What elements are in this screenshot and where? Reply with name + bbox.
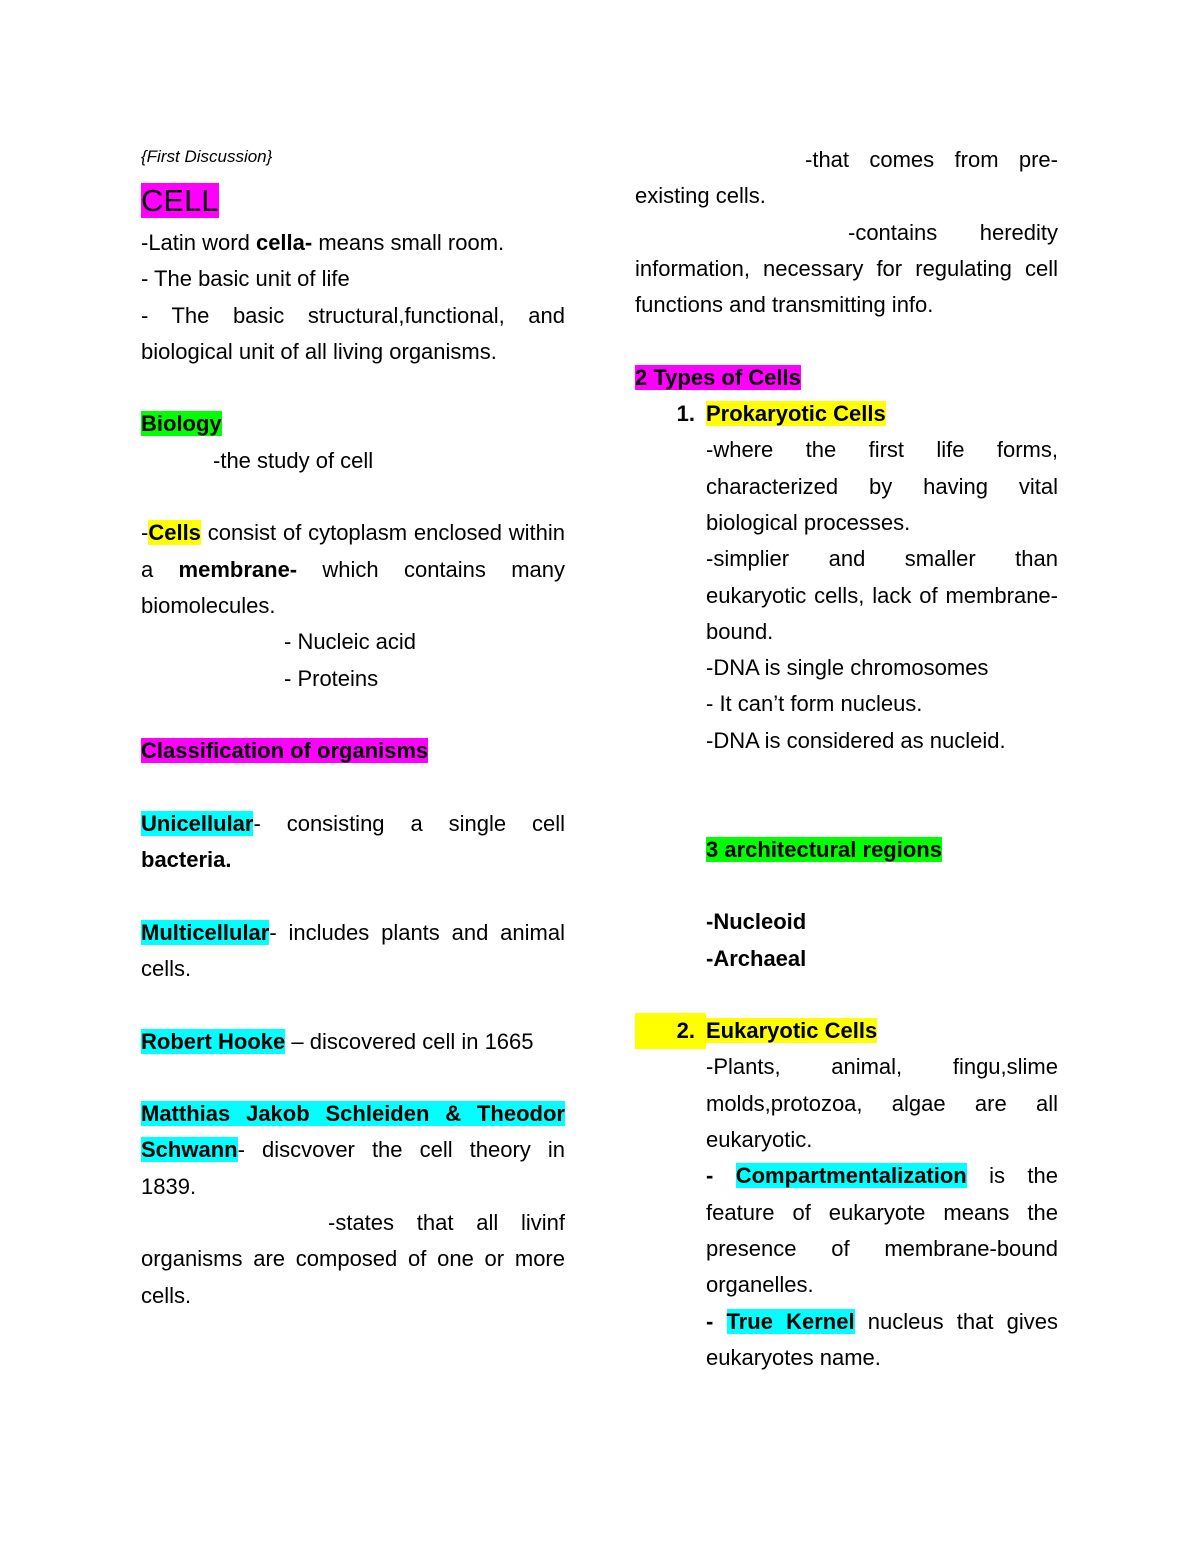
continued-line-2: -contains heredity information, necessary for regulating cell functions and transmitting info.: [635, 219, 1058, 318]
right-column: [635, 142, 1058, 1376]
membrane-term: membrane-: [178, 556, 298, 582]
page-title: [141, 177, 565, 225]
cells-term: Cells: [148, 520, 201, 546]
list-item: -DNA is considered as nucleid.: [706, 727, 1006, 753]
true-kernel-item: - True Kernel nucleus that gives eukaryotes name.: [706, 1308, 1058, 1370]
cell-types-heading: 2 Types of Cells: [635, 364, 801, 390]
biomolecule-item-2: - Proteins: [284, 665, 379, 691]
continued-line-1: -that comes from pre-existing cells.: [635, 147, 1058, 209]
bacteria-term: bacteria.: [141, 847, 232, 873]
prokaryotic-list: [635, 432, 1058, 759]
cell-def-line-3: - The basic structural,functional, and biological unit of all living organisms.: [141, 302, 565, 364]
cell-def-line-2: - The basic unit of life: [141, 266, 350, 292]
hooke-paragraph: Robert Hooke – discovered cell in 1665: [141, 1028, 534, 1054]
eukaryotic-heading: 2. Eukaryotic Cells: [635, 1013, 1058, 1049]
compartmentalization-item: - Compartmentalization is the feature of eukaryote means the presence of membrane-bound organelles.: [706, 1163, 1058, 1298]
true-kernel-term: True Kernel: [726, 1308, 855, 1334]
cell-def-line-1: -Latin word cella- means small room.: [141, 230, 505, 255]
discussion-label: {First Discussion}: [141, 147, 273, 166]
multicellular-paragraph: Multicellular- includes plants and animal cells.: [141, 919, 565, 981]
cells-paragraph: -Cells consist of cytoplasm enclosed within a membrane- which contains many biomolecules.: [141, 520, 565, 618]
list-item: -Plants, animal, fingu,slime molds,protozoa, algae are all eukaryotic.: [706, 1054, 1058, 1153]
cella-term: cella-: [255, 230, 313, 255]
prokaryotic-heading: 1. Prokaryotic Cells: [676, 401, 886, 427]
biology-definition: -the study of cell: [213, 447, 374, 473]
cell-theory-statement: -states that all livinf organisms are composed of one or more cells.: [141, 1210, 565, 1308]
list-item: -where the first life forms, characterized by having vital biological processes.: [706, 437, 1058, 535]
classification-heading: Classification of organisms: [141, 738, 429, 764]
list-item: -DNA is single chromosomes: [706, 655, 989, 681]
left-column: [141, 137, 565, 1314]
title-highlight: CELL: [141, 183, 219, 218]
list-item: - It can’t form nucleus.: [706, 691, 923, 717]
list-item: -simplier and smaller than eukaryotic cells, lack of membrane-bound.: [706, 546, 1058, 644]
hooke-term: Robert Hooke: [141, 1028, 286, 1054]
schleiden-paragraph: Matthias Jakob Schleiden & Theodor Schwann- discvover the cell theory in 1839.: [141, 1101, 565, 1199]
region-item-2: -Archaeal: [706, 945, 807, 971]
region-item-1: -Nucleoid: [706, 909, 807, 935]
eukaryotic-list: [635, 1049, 1058, 1376]
multicellular-term: Multicellular: [141, 919, 270, 945]
schleiden-term: Matthias Jakob Schleiden & Theodor Schwann: [141, 1101, 565, 1163]
biology-heading: Biology: [141, 411, 222, 437]
compartmentalization-term: Compartmentalization: [735, 1163, 967, 1189]
biomolecule-item-1: - Nucleic acid: [284, 629, 417, 655]
regions-heading: 3 architectural regions: [706, 836, 942, 862]
unicellular-term: Unicellular: [141, 810, 254, 836]
unicellular-paragraph: Unicellular- consisting a single cell bacteria.: [141, 810, 565, 873]
